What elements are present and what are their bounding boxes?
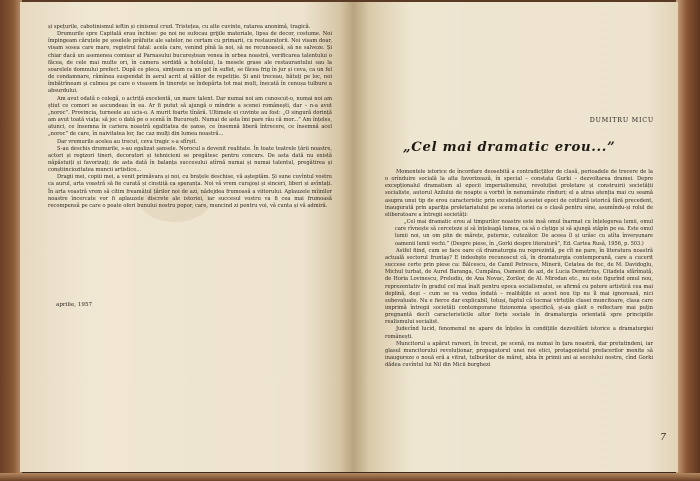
date-signature: aprilie, 1957 xyxy=(56,302,93,308)
paragraph: Muncitorul a apărut rareori, în trecut, pe scenă, nu numai în țara noastră, dar pretutindeni, iar glasul muncitorului revoluționar, propagatorul unei noi etici, protagonistul prefacerilor menite să inaugureze o nouă eră a vitrat, tulburător de măreț, abia în primii ani ai secolului nostru, cînd Gorki dădea cuvîntul lui Nil din Micii burghezi xyxy=(385,340,653,369)
paragraph: Dar vremurile acelea au trecut, ceva tragic s-a sfîrșit. xyxy=(57,138,198,145)
paragraph: Astfel fiind, cum se face oare că dramaturgia nu reprezintă, pe cît ne pare, în literatura noastră actuală sectorul fruntaș? E indeobște recunoscut că, în dramaturgia contemporană, care a cucerit succese certe prin piese ca: Bălcescu, de Camil Petrescu, Minerii, Cetatea de foc, de M. Davidoglu, Michul turbat, de Aurel Baranga, Cumpăna, Oamenii de azi, de Lucia Demetrius, Citadela sfărîmată, de Horia Lovinescu, Preludiu, de Ana Novac, Zorilor, de Al. Mirodan etc., nu este figurînd omul nou, reprezentativ în gradul cel mai înalt pentru epoca socialismului, se afirmă cu putere artistică cea mai deplină, deși – cum se va vedea îndată – realitățile ei acest nou tip nu îl mai ignorează, nici subevaluate. Nu e fierce dar explicabil, totuși, faptul că tocmai virtuțile clasei muncitoare, clasa care imprimă întregii societăți contemporane fizionomia specifică, și-au găsit o reflectare mai puțin pregnantă decît caracteristicile altor forțe sociale în dramaturgia orientată spre principiile realismului socialist. xyxy=(385,247,653,326)
book-cover-edge-right xyxy=(676,0,700,481)
book-cover-edge-bottom xyxy=(0,473,700,481)
quotation: „Cel mai dramatic erou al timpurilor noastre este insă omul înarmat cu înțelegerea lumii, omul care rîvnește să cerceteze și să înțeleagă lumea, ca să o cîștige și să ajungă stăpîn pe ea. Este omul lumii noi, un om plin de mărețe, puternic, cutezător. De aceea îl și urăsc cu atîta înverșunare oamenii lumii vechi.” (Despre piese, în „Gorki despre literatură”, Ed. Cartea Rusă, 1956, p. 503.) xyxy=(395,219,653,247)
book-cover-edge-left xyxy=(0,0,22,481)
paragraph: și spețurile, cabotinismul ieftin și cinismul crud. Tristețea, cu alte cuvinte, ratarea anonimă, tragică. xyxy=(48,24,311,30)
paragraph: Dragii mei, copiii mei, a venit primăvara și noi, cu brațele deschise, vă așteptăm. Și sune cuvîntul vostru ca aurul, arta voastră să fie curată și cinstită ca speranța. Noi vă vrem curajoși și sinceri, liberi și avîntați. În arta voastră vrem să citim freamătul țărilor noi de azi, nădejdea frumoasă a viitorului. Aplauzele mîinilor noastre încercate vor fi aplauzele discrete ale istoriei, iar succesul vostru va fi cea mai frumoasă recompensă pe care o poate oferi bunului nostru popor, care, muncind zi pentru voi, vă cunta și vă admiră. xyxy=(48,174,332,209)
paragraph: Momentele istorice de încordare deosebită a contradicțiilor de clasă, perioadele de trecere de la o orînduire socială la alta favorizează, în special – constata Gurki – dezvoltarea dramei. Depre excepționalul dramatism al epocii imperialismului, revoluției proletare și construirii societății socialiste, autorul Azilului de noapte a vorbit în nenumărate rînduri; el a atras atenția mai cu seamă asupra unui tip de erou caracteristic prin excelență acestei epoci de cotitură istorică fără precedent, inaugurată prin apariția proletariatului pe scena istoriei ca o clasă pentru sine, asumîndu-și rolul de eliberatoare a întregii societăți: xyxy=(385,169,653,218)
left-page-body xyxy=(48,24,332,210)
paragraph: Judecînd lucid, fenomenul ne apare de înțeles în condițiile dezvoltării istorice a dramaturgiei românești. xyxy=(385,326,653,340)
author-name: DUMITRU MICU xyxy=(589,117,654,124)
left-page xyxy=(20,2,353,472)
page-number: 7 xyxy=(660,433,666,443)
paragraph: S-au deschis drumurile, s-au egalizat șansele. Norocul a devenit realitate. În toate teatrele țării noastre, actori și regizori tineri, decoratori și tehnicieni se pregătesc pentru concurs. De asta dată nu există năpăstuiți și favorizați; de asta dată în balanța succesului atîrnă numai și numai talentul, pregătirea și conștiinciozitatea muncii artistice... xyxy=(48,145,332,174)
right-page xyxy=(353,2,678,472)
paragraph: Am avut odată o colegă, o actriță excelentă, un mare talent. Dar numai noi am cunoscut-o, numai noi am știut ce comori se ascundeau în ea. Ar fi putut să ajungă o mîndrie a scenei românești, dar – n-a avut „noroc”. Provincia, turneele au ucis-o. A murit foarte tînără. Ultimele ei cuvinte au fost: „O singură dorință am avut toată viața: să joc o dată pe o scenă în București. Numai de asta îmi pare rău că mor...” Am înțeles, atunci, ce însemna în cariera noastră egalitatea de șanse, ce însemnă liberă întrecere, ce însemnă acel „noroc” de care, în naivitatea lor, fac caz mulți din lumea noastră... xyxy=(48,95,332,138)
article-title: „Cel mai dramatic erou...” xyxy=(403,140,616,155)
right-page-body xyxy=(385,169,653,369)
paragraph: Drumurile spre Capitală erau închise: pe noi ne sufocau grijile materiale, lipsa de decor, costume. Noi împingeam căruțele pe șoselele prăfuite ale satelor, ne certam cu primarii, cu restauratorii. Noi visam doar, visam sosea care mare, registrul fatal: acela care, venind pînă la noi, să ne recunoască, să ne salveze. Și chiar dacă un asemenea comisar al Parnasului bucureștean venea în urbea noastră, verificarea talentului o făcea, de cele mai multe ori, în camera sordidă a hotelului, la mesele grase ale restaurantului sau la soarelele domnului prefect. După ce pleca, simțeam ca un gol în suflet, se făcea frig în jur și ceva, ca un fel de condamnare, rămînea suspendat în aerul acrit al sălilor de repetiție. Și anii treceau, bătuți pe loc, noi îmbătrîneam și culmea pe care o visasem în tinerețe se îndepărta tot mai mult, înecată în cenușa tulbure a absurdului. xyxy=(48,31,332,95)
